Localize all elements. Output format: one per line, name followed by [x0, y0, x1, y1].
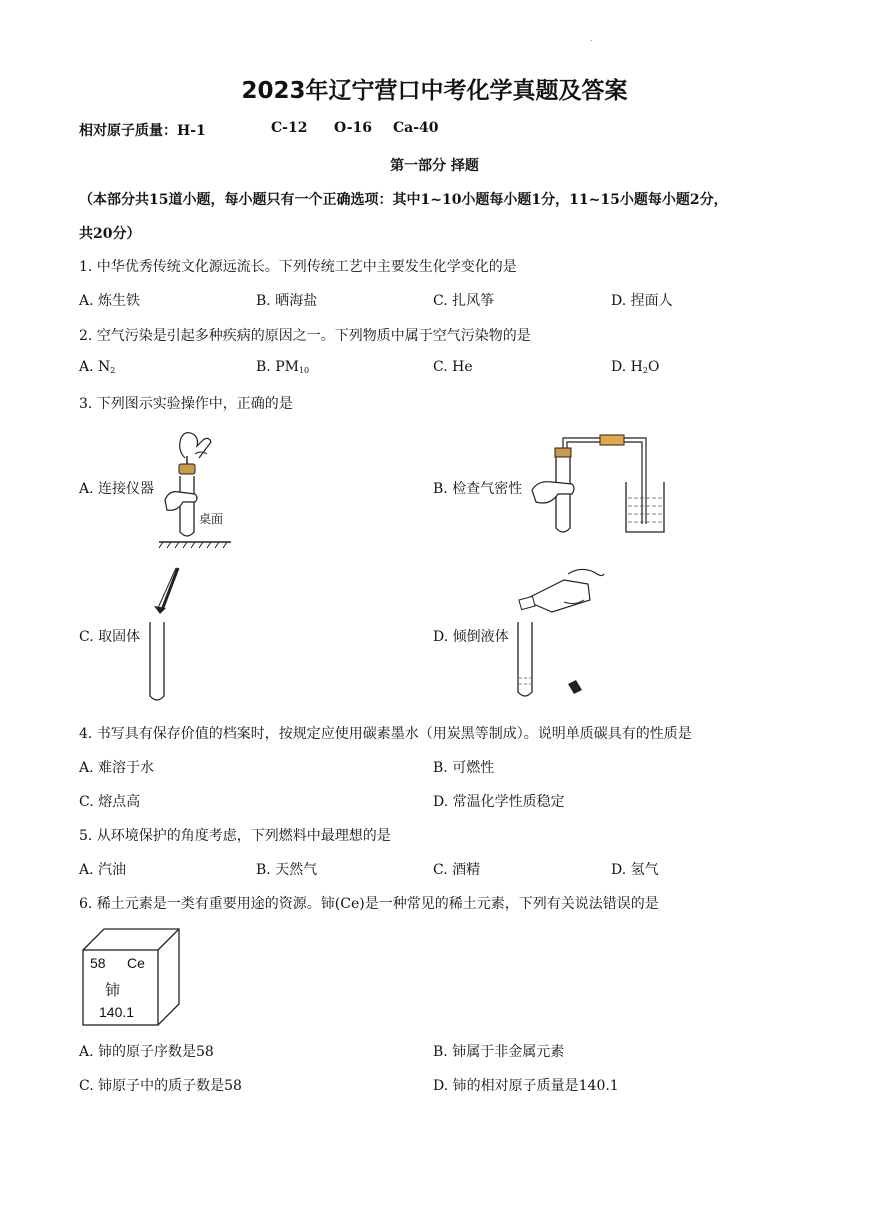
question-4-option-a: A. 难溶于水	[79, 760, 155, 776]
atomic-mass-ca: Ca-40	[393, 120, 439, 136]
question-5-option-c: C. 酒精	[433, 862, 481, 878]
question-5-option-b: B. 天然气	[256, 862, 318, 878]
figure-take-solid	[140, 566, 190, 706]
question-5-option-d: D. 氢气	[611, 862, 659, 878]
element-atomic-mass: 140.1	[99, 1004, 135, 1020]
atomic-mass-o: O-16	[334, 120, 373, 136]
question-3-option-d: D. 倾倒液体	[433, 629, 509, 645]
question-6-option-c: C. 铈原子中的质子数是58	[79, 1078, 242, 1094]
question-1-stem: 1. 中华优秀传统文化源远流长。下列传统工艺中主要发生化学变化的是	[79, 259, 517, 275]
question-2-option-a: A. $N_2$	[79, 359, 116, 375]
question-1-option-c: C. 扎风筝	[433, 293, 495, 309]
question-2-stem: 2. 空气污染是引起多种疾病的原因之一。下列物质中属于空气污染物的是	[79, 328, 531, 344]
question-4-stem: 4. 书写具有保存价值的档案时，按规定应使用碳素墨水（用炭黑等制成）。说明单质碳具有的性质是	[79, 726, 692, 742]
element-atomic-number: 58	[90, 955, 106, 971]
element-name: 铈	[105, 981, 121, 999]
question-6-option-d: D. 铈的相对原子质量是140.1	[433, 1078, 619, 1094]
question-2-option-b: B. $PM_{10}$	[256, 359, 310, 375]
question-5-option-a: A. 汽油	[79, 862, 127, 878]
question-4-option-c: C. 熔点高	[79, 794, 141, 810]
instructions-line-1: （本部分共15道小题，每小题只有一个正确选项：其中1~10小题每小题1分，11~15小题每小题2分，	[79, 192, 728, 208]
question-4-option-b: B. 可燃性	[433, 760, 495, 776]
instructions-line-2: 共20分）	[79, 226, 141, 242]
question-3-stem: 3. 下列图示实验操作中，正确的是	[79, 396, 293, 412]
question-3-option-b: B. 检查气密性	[433, 481, 523, 497]
question-6-option-a: A. 铈的原子序数是58	[79, 1044, 214, 1060]
atomic-mass-c: C-12	[271, 120, 308, 136]
question-1-option-d: D. 捏面人	[611, 293, 673, 309]
question-1-option-a: A. 炼生铁	[79, 293, 141, 309]
section-title: 第一部分 择题	[390, 158, 479, 174]
question-5-stem: 5. 从环境保护的角度考虑，下列燃料中最理想的是	[79, 828, 391, 844]
question-6-option-b: B. 铈属于非金属元素	[433, 1044, 565, 1060]
question-3-option-c: C. 取固体	[79, 629, 141, 645]
question-2-option-d: D. $H_2O$	[611, 359, 660, 375]
question-3-option-a: A. 连接仪器	[79, 481, 155, 497]
atomic-mass-label: 相对原子质量：H-1	[79, 123, 206, 139]
question-1-option-b: B. 晒海盐	[256, 293, 318, 309]
figure-airtightness-check	[528, 432, 670, 537]
header-dot: .	[590, 34, 593, 43]
element-symbol: Ce	[127, 955, 145, 971]
figure-desk-label: 桌面	[199, 512, 224, 526]
question-6-stem: 6. 稀土元素是一类有重要用途的资源。铈(Ce)是一种常见的稀土元素，下列有关说法错误的是	[79, 896, 659, 912]
question-2-option-c: C. He	[433, 359, 473, 375]
page-title: 2023年辽宁营口中考化学真题及答案	[241, 78, 628, 104]
question-4-option-d: D. 常温化学性质稳定	[433, 794, 565, 810]
figure-pour-liquid	[508, 566, 608, 706]
figure-connect-apparatus	[155, 428, 235, 550]
